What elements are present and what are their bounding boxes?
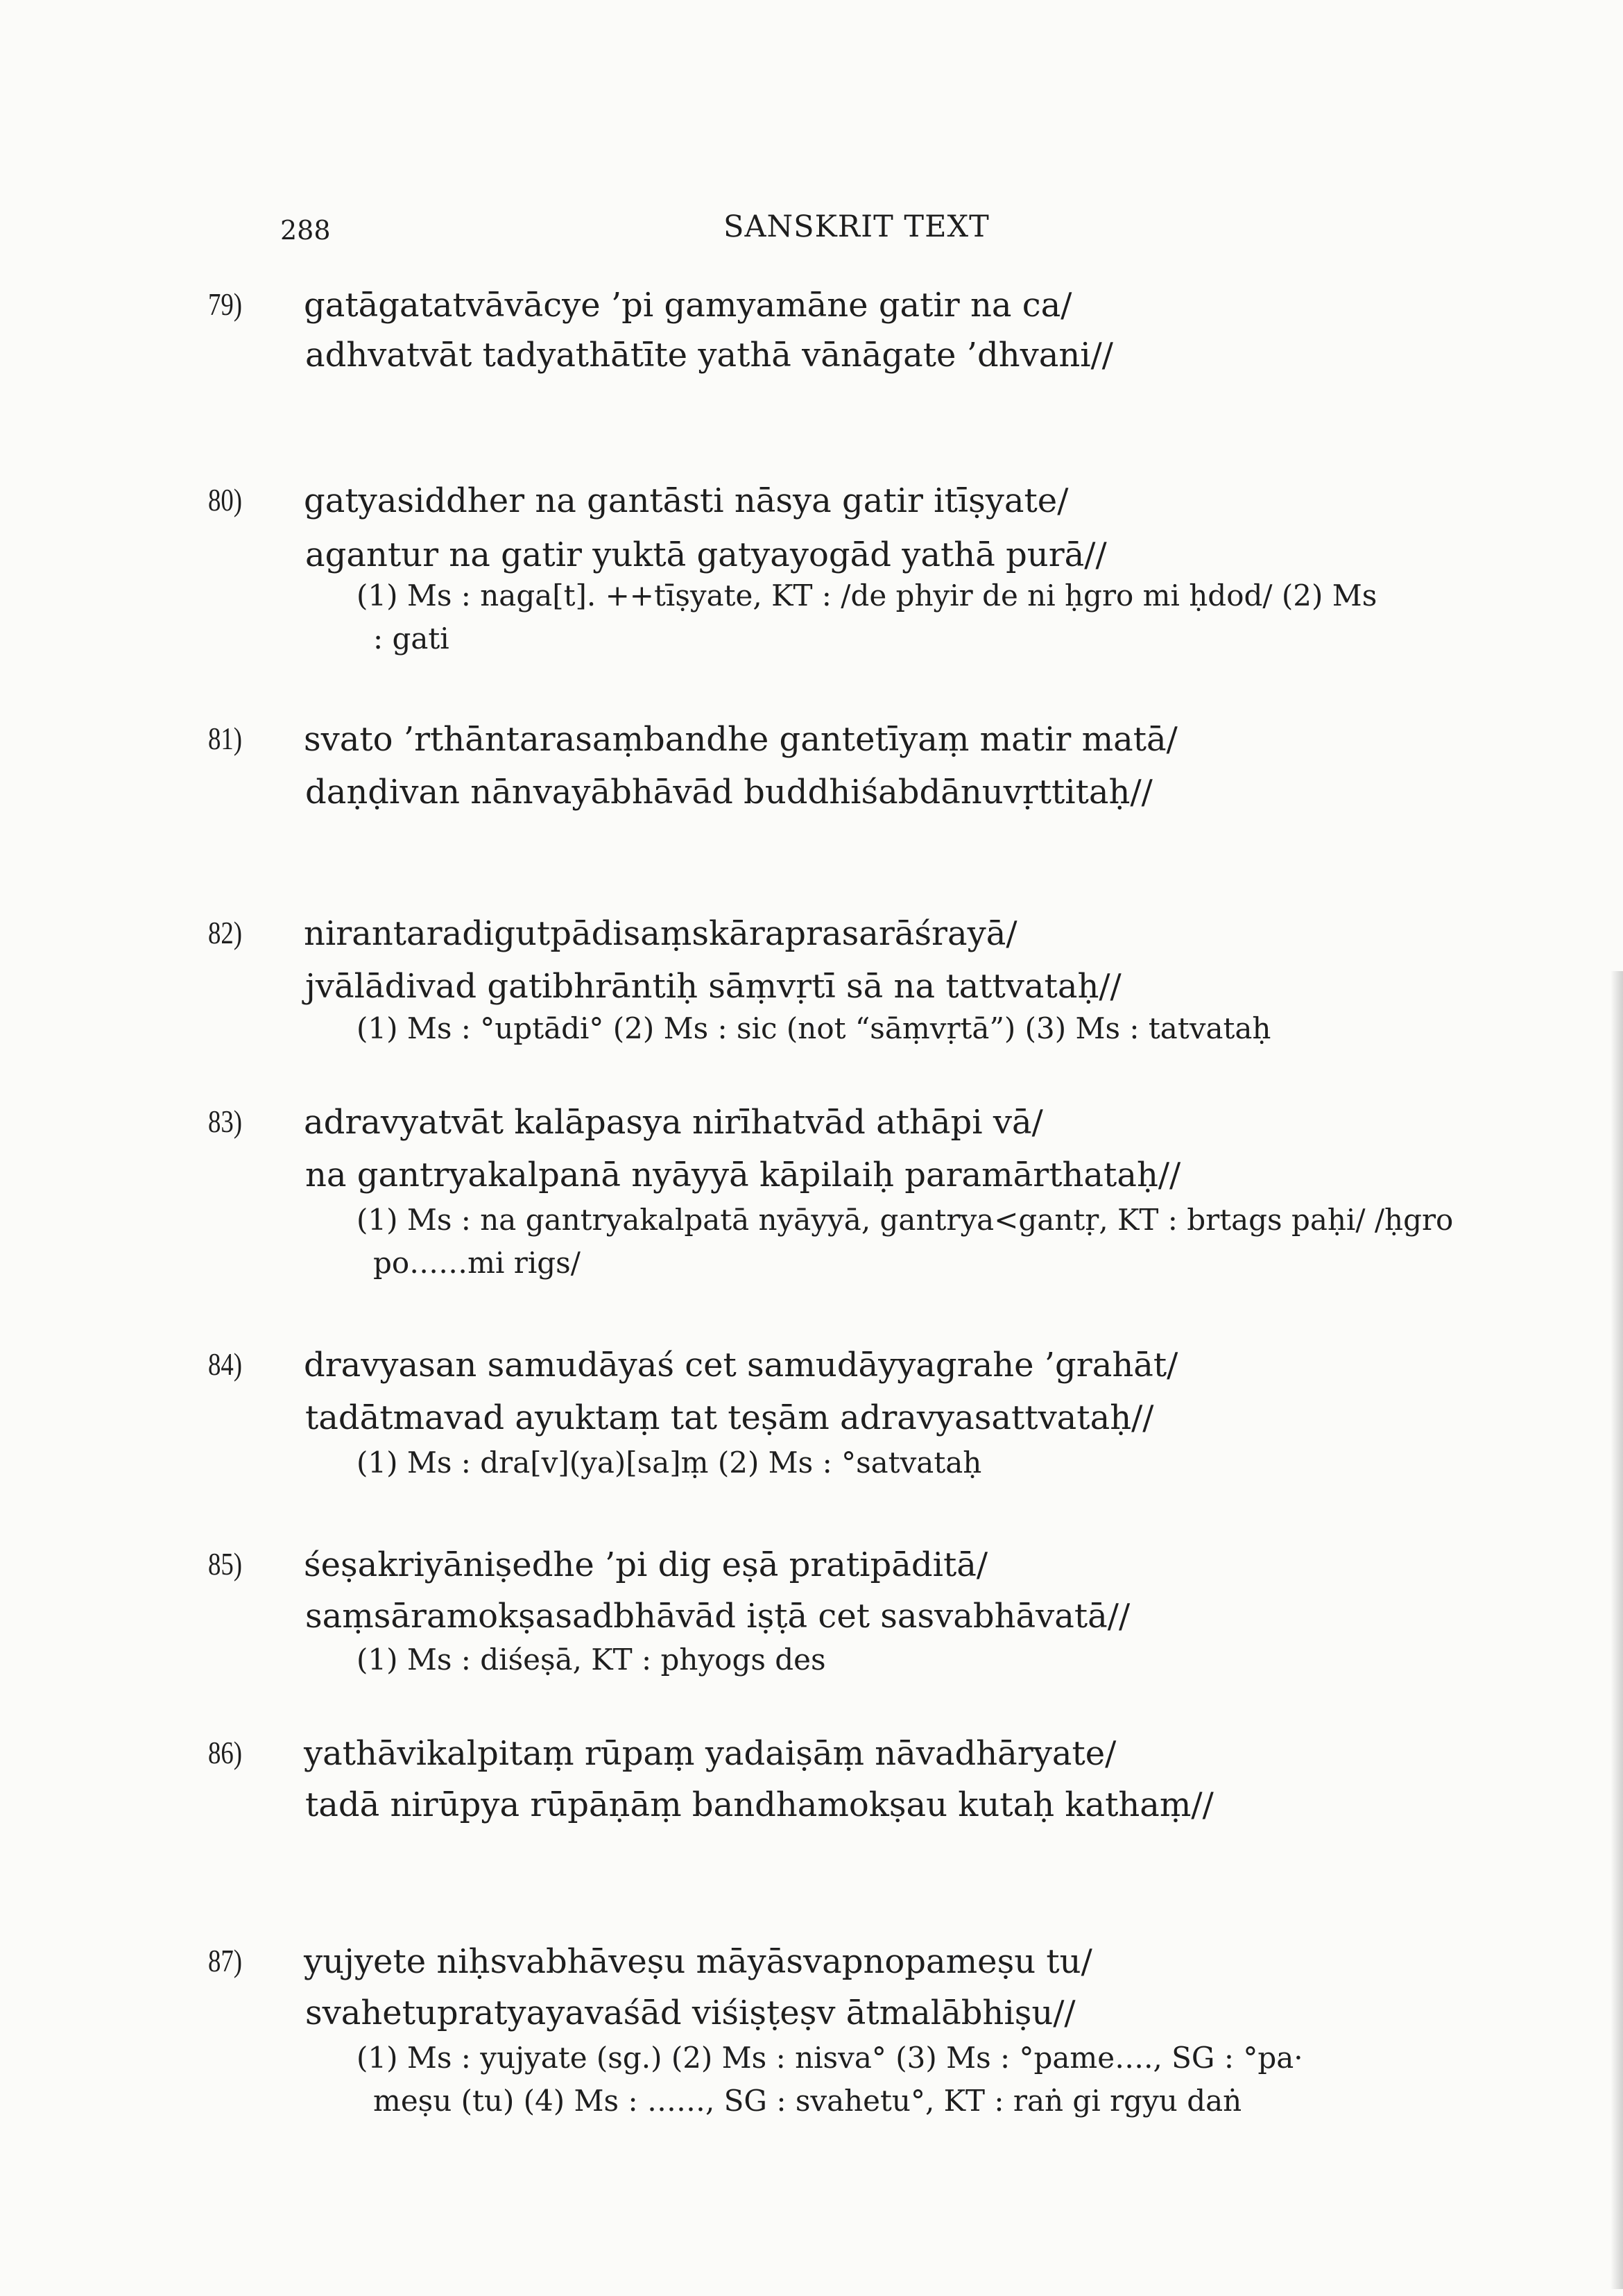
- verse-line: adhvatvāt tadyathātīte yathā vānāgate ’dhvani//: [305, 336, 1113, 375]
- footnote-line: po……mi rigs/: [373, 1246, 581, 1280]
- footnote-line: (1) Ms : na gantryakalpatā nyāyyā, gantrya<gantṛ, KT : brtags paḥi/ /ḥgro: [357, 1203, 1454, 1237]
- footnote-line: meṣu (tu) (4) Ms : ……, SG : svahetu°, KT : raṅ gi rgyu daṅ: [373, 2084, 1242, 2118]
- verse-number: 80): [208, 482, 243, 517]
- footnote-line: (1) Ms : °uptādi° (2) Ms : sic (not “sāṃvṛtā”) (3) Ms : tatvataḥ: [357, 1011, 1271, 1045]
- verse-number: 84): [208, 1346, 243, 1382]
- verse-line: gatyasiddher na gantāsti nāsya gatir itīṣyate/: [304, 481, 1069, 520]
- verse-number: 86): [208, 1735, 243, 1770]
- verse-line: jvālādivad gatibhrāntiḥ sāṃvṛtī sā na tattvataḥ//: [305, 967, 1122, 1006]
- page-number: 288: [280, 215, 331, 246]
- running-head: SANSKRIT TEXT: [723, 209, 990, 244]
- verse-line: na gantryakalpanā nyāyyā kāpilaiḥ paramārthataḥ//: [305, 1156, 1181, 1194]
- footnote-line: (1) Ms : naga[t]. ++tīṣyate, KT : /de phyir de ni ḥgro mi ḥdod/ (2) Ms: [357, 579, 1377, 612]
- verse-number: 82): [208, 915, 243, 950]
- verse-line: śeṣakriyāniṣedhe ’pi dig eṣā pratipāditā/: [304, 1545, 988, 1584]
- verse-number: 87): [208, 1943, 243, 1978]
- verse-line: svato ’rthāntarasaṃbandhe gantetīyaṃ matir matā/: [304, 720, 1178, 759]
- verse-line: gatāgatatvāvācye ’pi gamyamāne gatir na ca/: [304, 286, 1072, 325]
- verse-number: 81): [208, 721, 243, 756]
- footnote-line: (1) Ms : diśeṣā, KT : phyogs des: [357, 1643, 826, 1677]
- verse-line: daṇḍivan nānvayābhāvād buddhiśabdānuvṛttitaḥ//: [305, 773, 1153, 812]
- footnote-line: (1) Ms : yujyate (sg.) (2) Ms : nisva° (3) Ms : °pame…., SG : °pa·: [357, 2041, 1303, 2075]
- footnote-line: : gati: [373, 622, 449, 656]
- verse-line: nirantaradigutpādisaṃskāraprasarāśrayā/: [304, 914, 1017, 953]
- verse-line: dravyasan samudāyaś cet samudāyyagrahe ’grahāt/: [304, 1346, 1178, 1385]
- verse-line: svahetupratyayavaśād viśiṣṭeṣv ātmalābhiṣu//: [305, 1994, 1076, 2032]
- verse-line: yathāvikalpitaṃ rūpaṃ yadaiṣāṃ nāvadhāryate/: [304, 1734, 1117, 1773]
- verse-line: yujyete niḥsvabhāveṣu māyāsvapnopameṣu tu/: [304, 1942, 1092, 1981]
- verse-line: agantur na gatir yuktā gatyayogād yathā purā//: [305, 536, 1107, 574]
- verse-line: adravyatvāt kalāpasya nirīhatvād athāpi vā/: [304, 1103, 1043, 1142]
- verse-number: 85): [208, 1546, 243, 1582]
- verse-number: 83): [208, 1104, 243, 1139]
- verse-line: tadā nirūpya rūpāṇāṃ bandhamokṣau kutaḥ kathaṃ//: [305, 1785, 1214, 1824]
- footnote-line: (1) Ms : dra[v](ya)[sa]ṃ (2) Ms : °satvataḥ: [357, 1446, 982, 1480]
- verse-line: tadātmavad ayuktaṃ tat teṣām adravyasattvataḥ//: [305, 1398, 1154, 1437]
- page-edge-shadow: [1611, 971, 1623, 2289]
- verse-number: 79): [208, 286, 243, 322]
- verse-line: saṃsāramokṣasadbhāvād iṣṭā cet sasvabhāvatā//: [305, 1597, 1131, 1636]
